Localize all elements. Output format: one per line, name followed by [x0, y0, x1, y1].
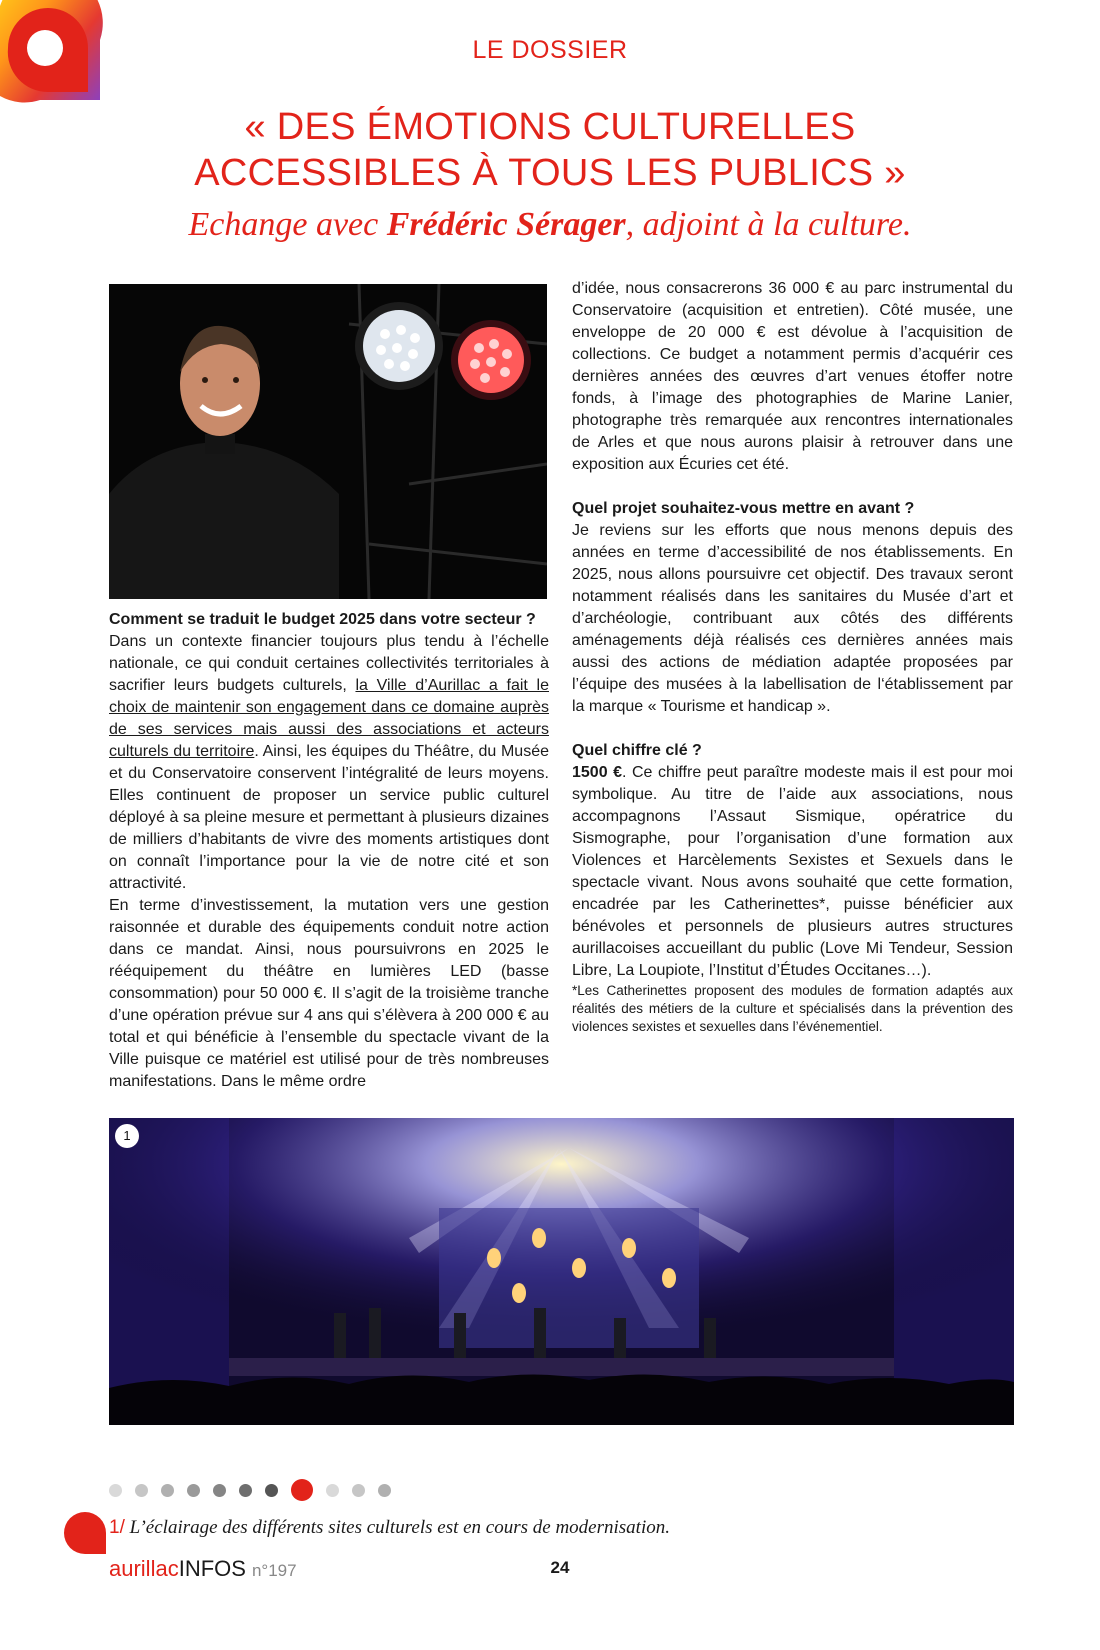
page-dot	[213, 1484, 226, 1497]
answer-continued: d’idée, nous consacrerons 36 000 € au parc instrumental du Conservatoire (acquisition et entretien). Côté musée, une enveloppe de 20 000 € est dévolue à l’acquisition de collections. Ce budget a notamment permis d’acquérir ces dernières années des œuvres d’art venues étoffer notre fonds, à l’image des photographies de Marine Lanier, photographe très remarquée aux rencontres internationales de Arles et que nous aurons plaisir à retrouver dans une exposition aux Écuries cet été.	[572, 280, 1013, 473]
title-line-1: « DES ÉMOTIONS CULTURELLES	[244, 106, 856, 148]
concert-photo	[109, 1118, 1014, 1425]
answer-project: Je reviens sur les efforts que nous menons depuis des années en terme d’accessibilité de nos établissements. En 2025, nous allons poursuivre cet objectif. Des travaux seront notamment réalisés dans les sanitaires du Musée d’art et d’archéologie, contribuant aux côtés des différents aménagements déjà réalisés ces dernières années mais aussi des actions de médiation adaptée proposées par l’équipe des musées à la labellisation de l‘établissement par la marque « Tourisme et handicap ».	[572, 522, 1013, 715]
answer-budget	[109, 631, 549, 895]
page-title	[60, 104, 1040, 196]
key-figure-value: 1500 €	[572, 764, 623, 781]
subtitle-suffix: , adjoint à la culture.	[625, 206, 912, 243]
page-dot	[135, 1484, 148, 1497]
brand-name: aurillac	[109, 1556, 179, 1581]
answer-budget-start: Dans un contexte financier toujours plus tendu à l’échelle nationale, ce qui conduit certaines collectivités territoriales à sacrifier leurs budgets culturels,	[109, 633, 549, 694]
section-rubric: LE DOSSIER	[472, 36, 628, 64]
page-dot	[187, 1484, 200, 1497]
caption-number: 1/	[109, 1517, 125, 1538]
footer-logo-icon	[62, 1510, 112, 1556]
publication-brand	[109, 1556, 297, 1582]
brand-suffix: INFOS	[178, 1556, 246, 1581]
page-dot	[239, 1484, 252, 1497]
page-number: 24	[550, 1558, 570, 1577]
photo-number-badge: 1	[115, 1124, 139, 1148]
interviewee-name: Frédéric Sérager	[386, 206, 626, 243]
page-dot	[326, 1484, 339, 1497]
question-project: Quel projet souhaitez-vous mettre en avant ?	[572, 500, 915, 517]
page-dot	[378, 1484, 391, 1497]
footnote: *Les Catherinettes proposent des modules de formation adaptés aux réalités des métiers de la culture et spécialisés dans la prévention des violences sexistes et sexuelles dans l’événementiel.	[572, 983, 1013, 1034]
page-dot	[352, 1484, 365, 1497]
title-line-2: ACCESSIBLES À TOUS LES PUBLICS »	[194, 152, 906, 194]
answer-investment: En terme d’investissement, la mutation vers une gestion raisonnée et durable des équipements conduit notre action dans ce mandat. Ainsi, nous poursuivrons en 2025 le rééquipement du théâtre en lumières LED (basse consommation) pour 50 000 €. Il s’agit de la troisième tranche d’une opération prévue sur 4 ans qui s’élèvera à 200 000 € au total et qui bénéficie à l’ensemble du spectacle vivant de la Ville puisque ce matériel est utilisé pour de très nombreuses manifestations. Dans le même ordre	[109, 897, 549, 1090]
portrait-photo	[109, 284, 547, 599]
photo-caption	[109, 1517, 670, 1539]
issue-number: n°197	[251, 1561, 297, 1580]
key-figure-text: . Ce chiffre peut paraître modeste mais il est pour moi symbolique. Au titre de l’aide aux associations, nous accompagnons l’Assaut Sismique, opératrice du Sismographe, pour l’organisation d’une formation aux Violences et Harcèlements Sexistes et Sexuels dans le spectacle vivant. Nous avons souhaité que cette formation, encadrée par les Catherinettes*, puisse bénéficier aux bénévoles et personnels de plusieurs autres structures aurillacoises accueillant du public (Love Mi Tendeur, Session Libre, La Loupiote, l’Institut d’Études Occitanes…).	[572, 764, 1014, 979]
right-column	[572, 278, 1013, 1036]
caption-text: L’éclairage des différents sites culturels est en cours de modernisation.	[124, 1517, 670, 1538]
subtitle	[0, 206, 1100, 244]
page-dot	[265, 1484, 278, 1497]
answer-budget-underline: la Ville d’Aurillac a fait le choix de maintenir son engagement dans ce domaine auprès de ses services mais aussi des associations et acteurs culturels du territoire	[109, 677, 549, 760]
subtitle-prefix: Echange avec	[188, 206, 387, 243]
page-dots	[109, 1478, 404, 1502]
page-dot	[109, 1484, 122, 1497]
answer-budget-end: . Ainsi, les équipes du Théâtre, du Musée et du Conservatoire conservent l’intégralité de leurs moyens. Elles continuent de proposer un service public culturel déployé à sa pleine mesure et permettant à plusieurs dizaines de milliers d’habitants de vivre des moments artistiques dont on connaît l’importance pour la vie de notre cité et son attractivité.	[109, 743, 549, 892]
answer-key-figure	[572, 762, 1013, 982]
page-dot-active	[291, 1479, 313, 1501]
page-dot	[161, 1484, 174, 1497]
question-key-figure: Quel chiffre clé ?	[572, 742, 702, 759]
left-column	[109, 609, 549, 1093]
question-budget: Comment se traduit le budget 2025 dans votre secteur ?	[109, 611, 536, 628]
